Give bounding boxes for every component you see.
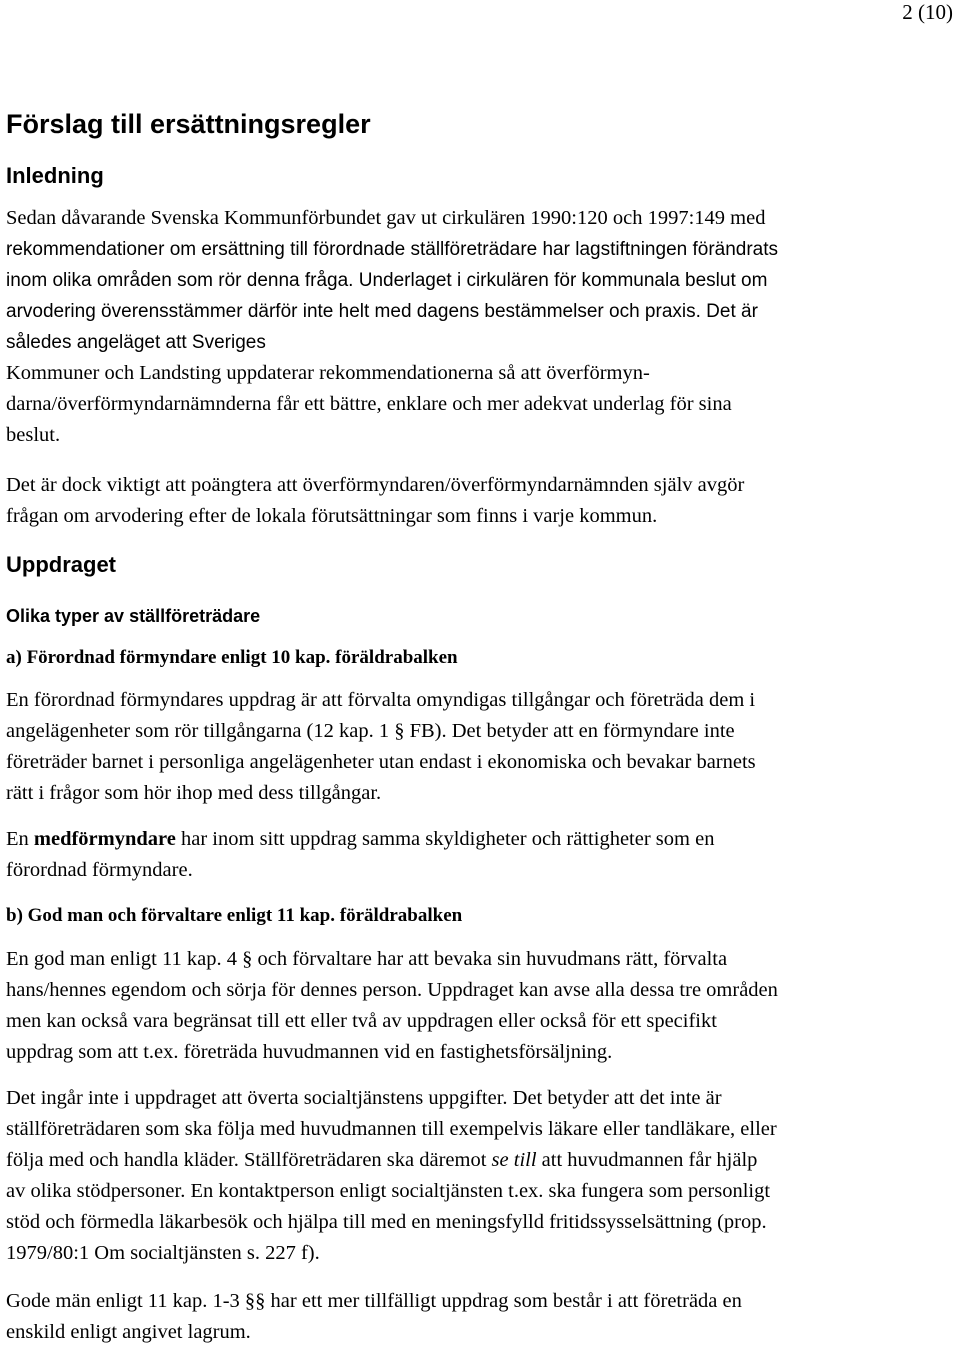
heading-olika-typer: Olika typer av ställföreträdare — [6, 606, 261, 626]
section-b-paragraph-1 — [6, 944, 956, 1068]
text-line: beslut. — [6, 424, 61, 446]
text-line: frågan om arvodering efter de lokala förutsättningar som finns i varje kommun. — [6, 505, 658, 527]
emphasis-se-till: se till — [491, 1149, 537, 1171]
intro-paragraph-2 — [6, 470, 956, 532]
text-fragment: att huvudmannen får hjälp — [536, 1149, 758, 1171]
text-fragment: En — [6, 828, 34, 850]
heading-forordnad-formyndare: a) Förordnad förmyndare enligt 10 kap. föräldrabalken — [6, 647, 458, 668]
text-line: förordnad förmyndare. — [6, 859, 193, 881]
text-line: Sedan dåvarande Svenska Kommunförbundet gav ut cirkulären 1990:120 och 1997:149 med — [6, 207, 766, 229]
term-medformyndare: medförmyndare — [33, 828, 176, 850]
text-line: ställföreträdaren som ska följa med huvudmannen till exempelvis läkare eller tandläkare, eller — [6, 1118, 777, 1140]
text-fragment: följa med och handla kläder. Ställföreträdaren ska däremot — [6, 1149, 492, 1171]
section-a-paragraph-1 — [6, 685, 956, 809]
text-line: Det ingår inte i uppdraget att överta socialtjänstens uppgifter. Det betyder att det inte är — [6, 1087, 722, 1109]
text-line: stöd och förmedla läkarbesök och hjälpa till med en meningsfylld fritidssysselsättning (prop. — [6, 1211, 767, 1233]
text-line: angelägenheter som rör tillgångarna (12 kap. 1 § FB). Det betyder att en förmyndare inte — [6, 720, 735, 742]
text-line: Kommuner och Landsting uppdaterar rekommendationerna så att överförmyn- — [6, 362, 650, 384]
text-line: En god man enligt 11 kap. 4 § och förvaltare har att bevaka sin huvudmans rätt, förvalta — [6, 948, 728, 970]
text-line: inom olika områden som rör denna fråga. Underlaget i cirkulären för kommunala beslut om — [6, 270, 768, 291]
text-line: arvodering överensstämmer därför inte helt med dagens bestämmelser och praxis. Det är — [6, 301, 758, 322]
text-line: men kan också vara begränsat till ett eller två av uppdragen eller också för ett specifikt — [6, 1010, 717, 1032]
text-line: företräder barnet i personliga angelägenheter utan endast i ekonomiska och bevakar barnets — [6, 751, 756, 773]
document-title: Förslag till ersättningsregler — [6, 109, 371, 139]
text-line: rätt i frågor som hör ihop med dess tillgångar. — [6, 782, 382, 804]
text-line: Det är dock viktigt att poängtera att överförmyndaren/överförmyndarnämnden själv avgör — [6, 474, 745, 496]
text-line: 1979/80:1 Om socialtjänsten s. 227 f). — [6, 1242, 320, 1264]
text-line: Gode män enligt 11 kap. 1-3 §§ har ett mer tillfälligt uppdrag som består i att företräda en — [6, 1290, 742, 1312]
text-line — [6, 824, 956, 855]
text-line: rekommendationer om ersättning till förordnade ställföreträdare har lagstiftningen förändrats — [6, 239, 779, 260]
text-line: således angeläget att Sveriges — [6, 332, 266, 353]
text-fragment: har inom sitt uppdrag samma skyldigheter och rättigheter som en — [175, 828, 715, 850]
text-line: av olika stödpersoner. En kontaktperson enligt socialtjänsten t.ex. ska fungera som personligt — [6, 1180, 771, 1202]
text-line: enskild enligt angivet lagrum. — [6, 1321, 251, 1343]
heading-inledning: Inledning — [6, 163, 104, 188]
text-line: uppdrag som att t.ex. företräda huvudmannen vid en fastighetsförsäljning. — [6, 1041, 613, 1063]
text-line — [6, 265, 956, 296]
text-line: hans/hennes egendom och sörja för dennes person. Uppdraget kan avse alla dessa tre områden — [6, 979, 778, 1001]
page-number: 2 (10) — [902, 0, 953, 24]
heading-uppdraget: Uppdraget — [6, 552, 116, 577]
intro-paragraph-1 — [6, 203, 956, 451]
heading-god-man-forvaltare: b) God man och förvaltare enligt 11 kap. föräldrabalken — [6, 905, 463, 926]
text-line — [6, 1145, 956, 1176]
section-a-paragraph-2 — [6, 824, 956, 886]
text-line: En förordnad förmyndares uppdrag är att förvalta omyndigas tillgångar och företräda dem i — [6, 689, 756, 711]
section-b-paragraph-3 — [6, 1286, 956, 1348]
section-b-paragraph-2 — [6, 1083, 956, 1269]
text-line: darna/överförmyndarnämnderna får ett bättre, enklare och mer adekvat underlag för sina — [6, 393, 732, 415]
